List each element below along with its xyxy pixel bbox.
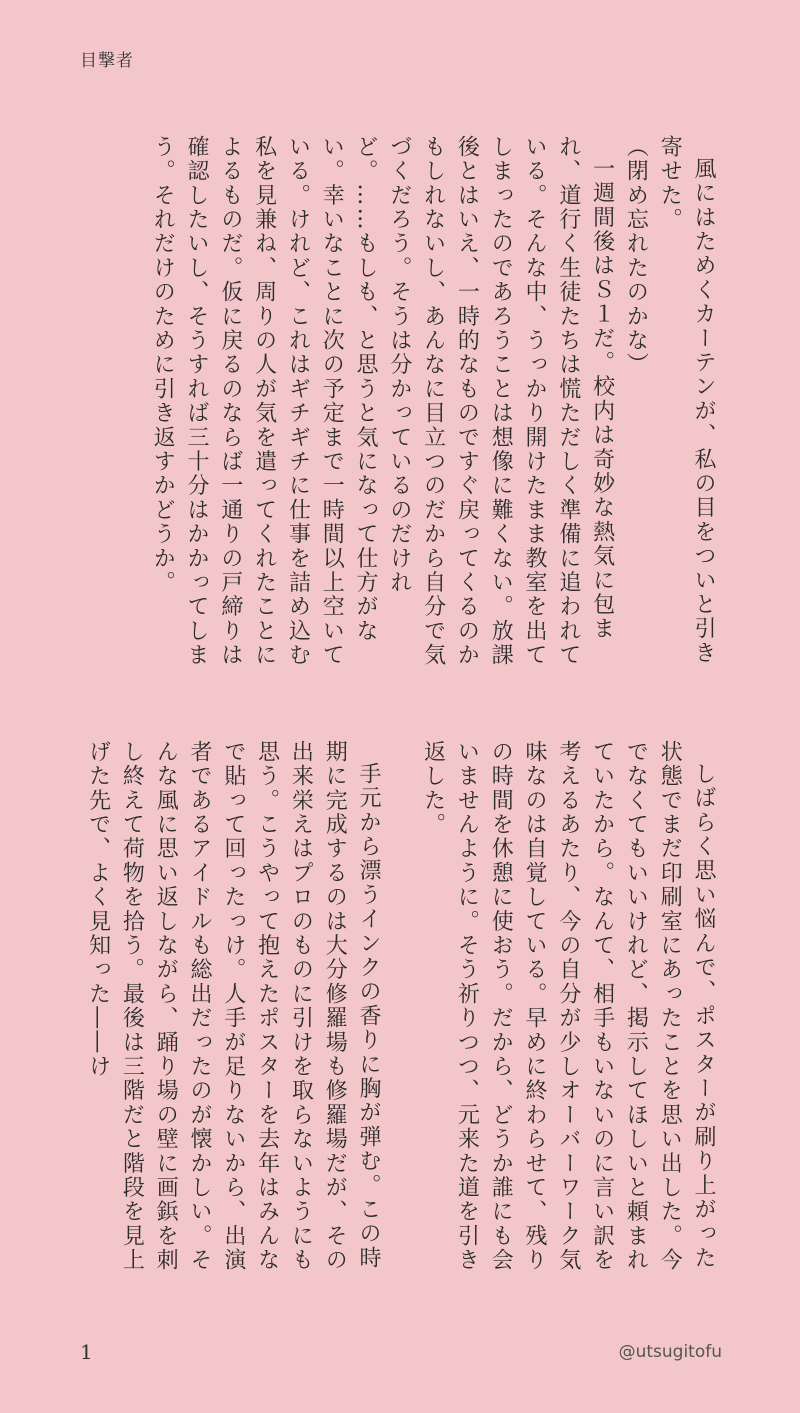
author-credit: @utsugitofu	[618, 1342, 722, 1362]
paragraph: 手元から漂うインクの香りに胸が弾む。この時期に完成するのは大分修羅場も修羅場だが、その出来栄えはプロのものに引けを取らないようにも思う。こうやって抱えたポスターを去年はみんなで貼って回ったっけ。人手が足りないから、出演者であるアイドルも総出だったのが懐かしい。そんな風に思い返しながら、踊り場の壁に画鋲を刺し終えて荷物を拾う。最後は三階だと階段を見上げた先で、よく見知った――け	[85, 740, 381, 1273]
paragraph: 一週間後はＳ１だ。校内は奇妙な熱気に包まれ、道行く生徒たちは慌ただしく準備に追われている。そんな中、うっかり開けたまま教室を出てしまったのであろうことは想像に難くない。放課後とはいえ、一時的なものですぐ戻ってくるのかもしれないし、あんなに目立つのだから自分で気づくだろう。そうは分かっているのだけれど。……もしも、と思うと気になって仕方がない。幸いなことに次の予定まで一時間以上空いている。けれど、これはギチギチに仕事を詰め込む私を見兼ね、周りの人が気を遣ってくれたことによるものだ。仮に戻るのならば一通りの戸締りは確認したいし、そうすれば三十分はかかってしまう。それだけのために引き返すかどうか。	[150, 135, 615, 668]
paragraph: （閉め忘れたのかな）	[623, 135, 649, 377]
page-title: 目撃者	[80, 51, 134, 71]
text-block-lower-right	[420, 740, 720, 1285]
text-block-upper	[70, 135, 720, 680]
text-block-lower-left	[75, 740, 385, 1285]
paragraph: 風にはためくカーテンが、私の目をついと引き寄せた。	[657, 135, 716, 666]
paragraph: しばらく思い悩んで、ポスターが刷り上がった状態でまだ印刷室にあったことを思い出した。今でなくてもいいけれど、掲示してほしいと頼まれていたから。なんて、相手もいないのに言い訳を考えるあたり、今の自分が少しオーバーワーク気味なのは自覚している。早めに終わらせて、残りの時間を休憩に使おう。だから、どうか誰にも会いませんように。そう祈りつつ、元来た道を引き返した。	[420, 740, 716, 1273]
page-number: 1	[80, 1340, 93, 1364]
